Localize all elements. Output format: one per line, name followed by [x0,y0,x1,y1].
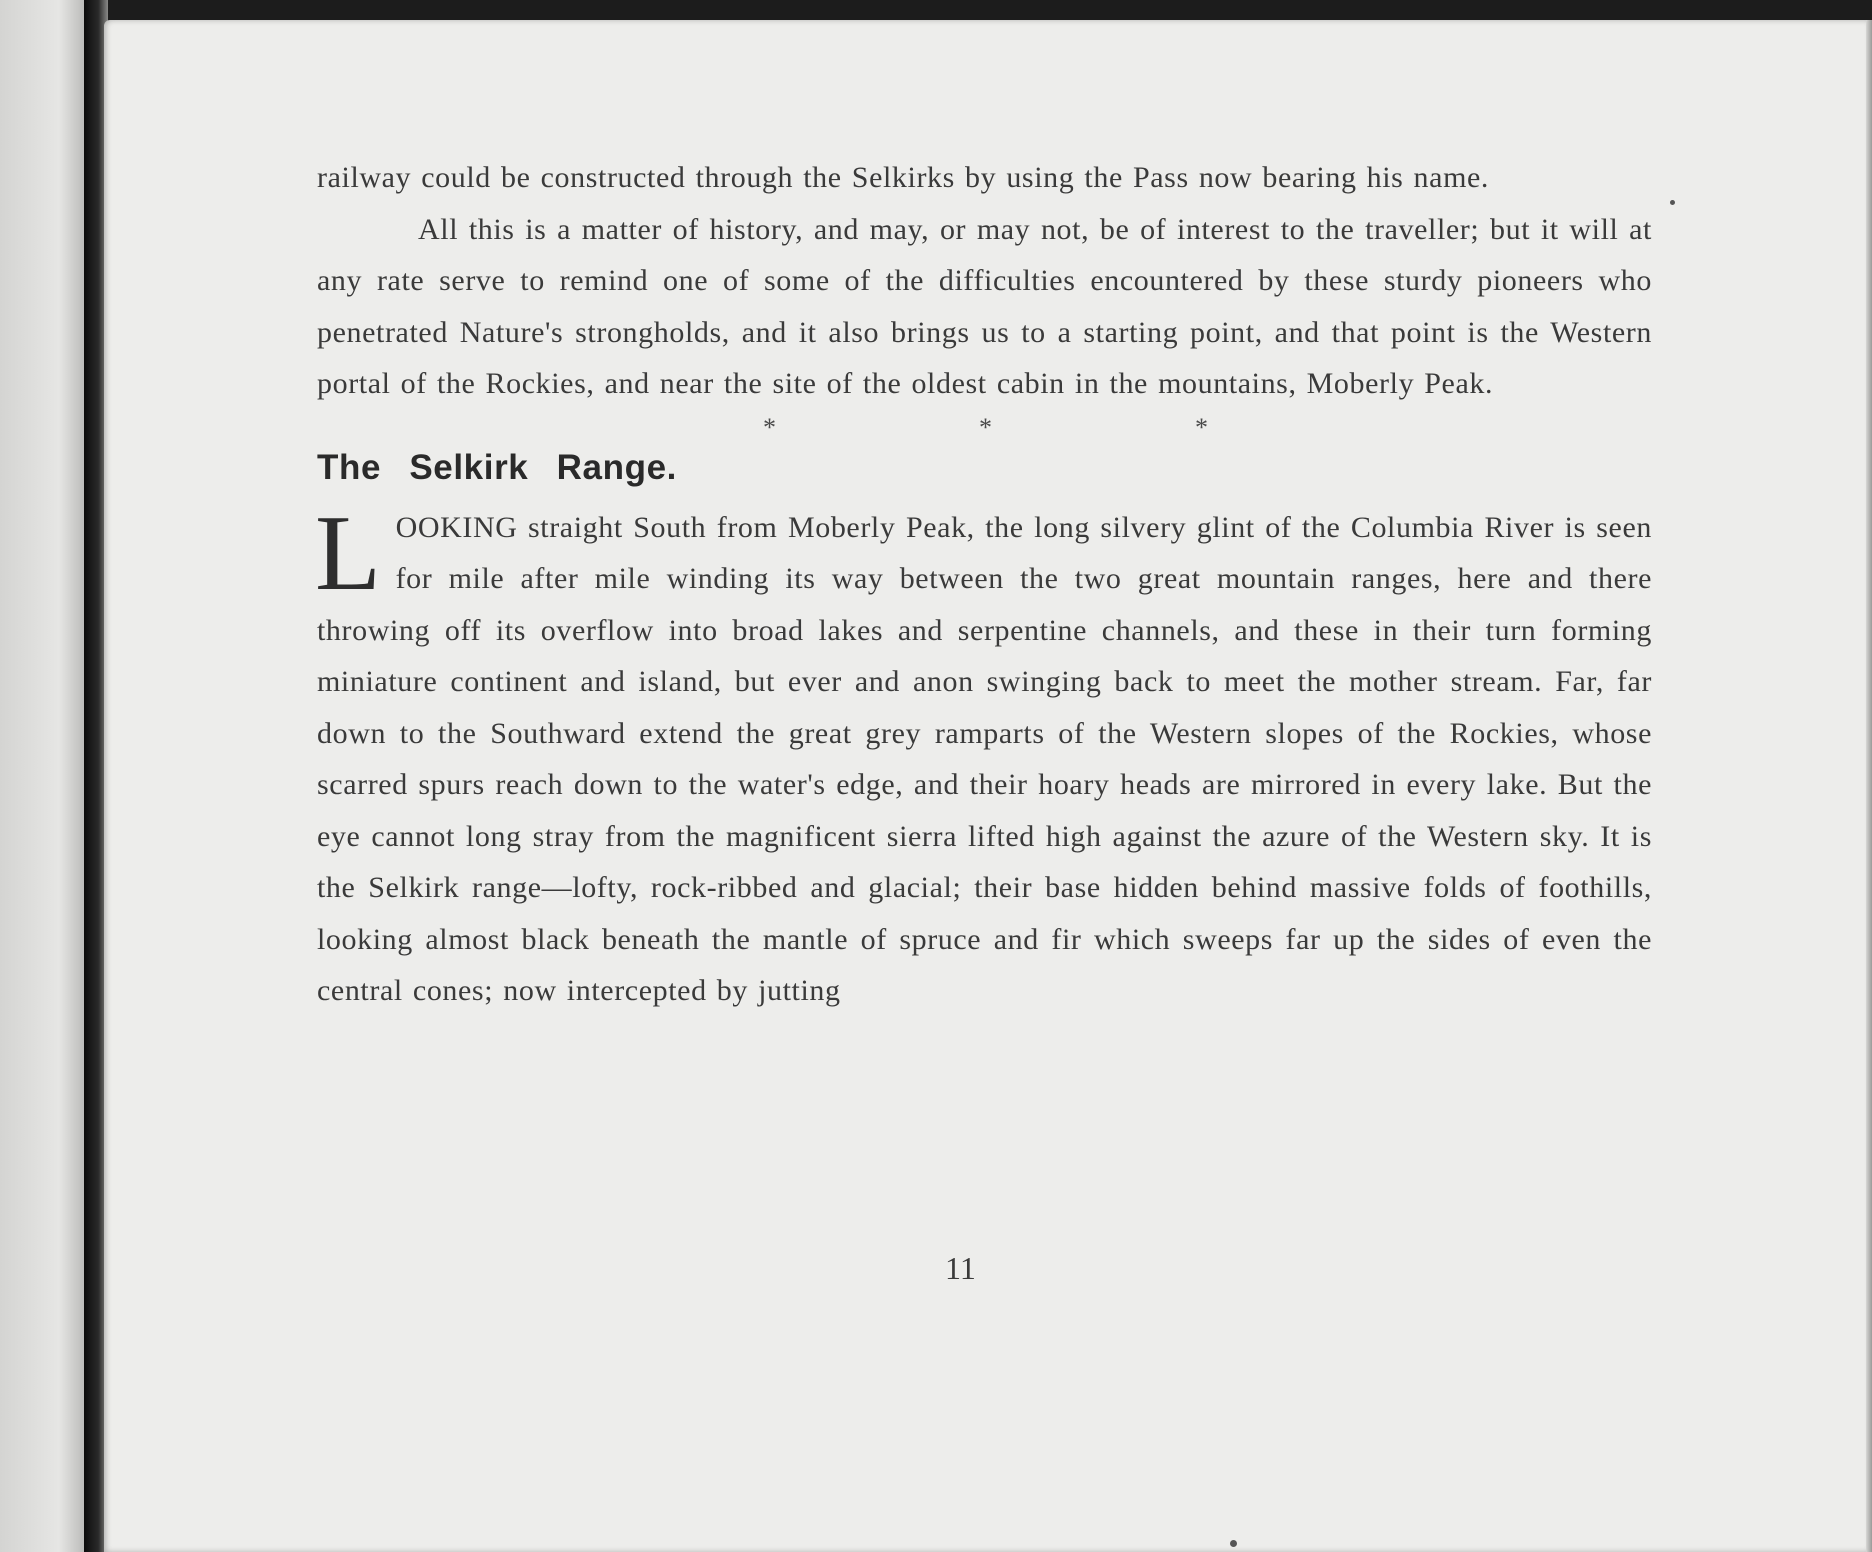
separator-asterisk: * [1195,412,1209,442]
ink-speck [1670,200,1675,205]
section-heading: The Selkirk Range. [317,447,677,487]
ink-speck [1230,1540,1237,1547]
separator-asterisk: * [763,412,777,442]
paragraph-selkirk-text: OOKING straight South from Moberly Peak, the long silvery glint of the Columbia River is seen for mile after mile winding its way between the two great mountain ranges, here and there throwing off its overflow into broad lakes and serpentine channels, and these in their turn forming miniature continent and island, but ever and anon swinging back to meet the mother stream. Far, far down to the Southward extend the great grey ramparts of the Western slopes of the Rockies, whose scarred spurs reach down to the water's edge, and their hoary heads are mirrored in every lake. But the eye cannot long stray from the magnificent sierra lifted high against the azure of the Western sky. It is the Selkirk range—lofty, rock-ribbed and glacial; their base hidden behind massive folds of foothills, looking almost black beneath the mantle of spruce and fir which sweeps far up the sides of even the central cones; now intercepted by jutting [317,510,1652,1007]
paragraph-selkirk-range [315,493,1652,1017]
paragraph-continued: railway could be constructed through the Selkirks by using the Pass now bearing his name. [317,161,1490,194]
body-text [317,152,1652,1017]
drop-cap: L [315,493,382,613]
paragraph-history: All this is a matter of history, and may, or may not, be of interest to the traveller; but it will at any rate serve to remind one of some of the difficulties encountered by these sturdy pioneers who penetrated Nature's strongholds, and it also brings us to a starting point, and that point is the Western portal of the Rockies, and near the site of the oldest cabin in the mountains, Moberly Peak. [317,212,1652,400]
page-number: 11 [945,1250,976,1286]
page-right-edge [1866,20,1872,1552]
previous-page-edge [0,0,84,1552]
section-separator [317,412,1652,446]
separator-asterisk: * [979,412,993,442]
